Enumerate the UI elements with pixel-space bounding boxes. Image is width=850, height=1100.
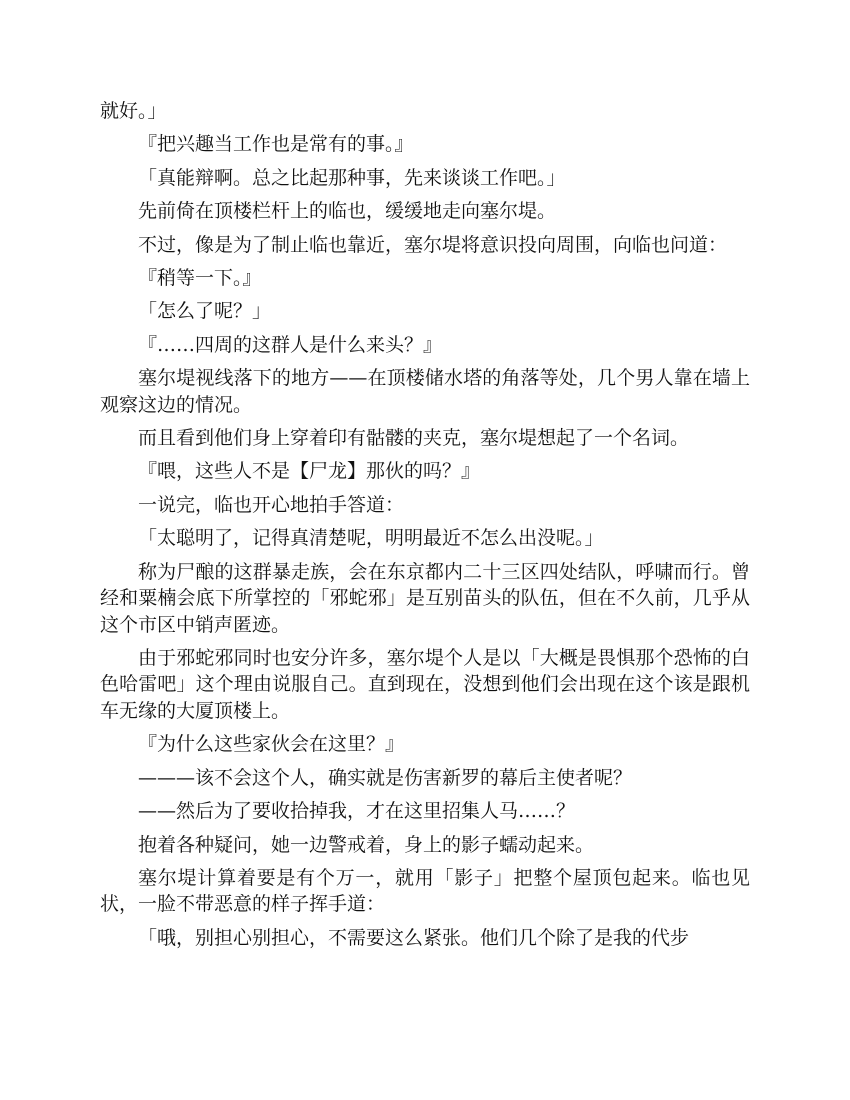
paragraph-6: 『稍等一下。』 bbox=[138, 266, 262, 289]
paragraph-12: 一说完，临也开心地拍手答道： bbox=[138, 493, 405, 516]
paragraph-8: 『……四周的这群人是什么来头？』 bbox=[138, 333, 443, 356]
paragraph-17: ———该不会这个人，确实就是伤害新罗的幕后主使者呢？ bbox=[138, 766, 633, 789]
paragraph-20: 塞尔堤计算着要是有个万一，就用「影子」把整个屋顶包起来。临也见状，一脸不带恶意的样子挥手道： bbox=[100, 866, 750, 916]
paragraph-10: 而且看到他们身上穿着印有骷髅的夹克，塞尔堤想起了一个名词。 bbox=[138, 427, 690, 450]
paragraph-14: 称为尸酿的这群暴走族，会在东京都内二十三区四处结队，呼啸而行。曾经和粟楠会底下所掌控的「邪蛇邪」是互别苗头的队伍，但在不久前，几乎从这个市区中销声匿迹。 bbox=[100, 560, 750, 636]
paragraph-16: 『为什么这些家伙会在这里？』 bbox=[138, 733, 405, 756]
paragraph-15: 由于邪蛇邪同时也安分许多，塞尔堤个人是以「大概是畏惧那个恐怖的白色哈雷吧」这个理由说服自己。直到现在，没想到他们会出现在这个该是跟机车无缘的大厦顶楼上。 bbox=[100, 646, 750, 722]
paragraph-18: ——然后为了要收拾掉我，才在这里招集人马……？ bbox=[138, 800, 576, 823]
document-page bbox=[100, 98, 750, 958]
paragraph-11: 『喂，这些人不是【尸龙】那伙的吗？』 bbox=[138, 460, 481, 483]
paragraph-5: 不过，像是为了制止临也靠近，塞尔堤将意识投向周围，向临也问道： bbox=[138, 233, 728, 256]
paragraph-4: 先前倚在顶楼栏杆上的临也，缓缓地走向塞尔堤。 bbox=[138, 200, 557, 223]
paragraph-19: 抱着各种疑问，她一边警戒着，身上的影子蠕动起来。 bbox=[138, 833, 595, 856]
paragraph-21: 「哦，别担心别担心，不需要这么紧张。他们几个除了是我的代步 bbox=[138, 926, 690, 949]
paragraph-7: 「怎么了呢？」 bbox=[138, 300, 272, 323]
paragraph-1: 就好。」 bbox=[100, 100, 167, 122]
paragraph-2: 『把兴趣当工作也是常有的事。』 bbox=[138, 133, 414, 156]
paragraph-13: 「太聪明了，记得真清楚呢，明明最近不怎么出没呢。」 bbox=[138, 527, 604, 550]
paragraph-9: 塞尔堤视线落下的地方——在顶楼储水塔的角落等处，几个男人靠在墙上观察这边的情况。 bbox=[100, 367, 750, 416]
paragraph-3: 「真能辩啊。总之比起那种事，先来谈谈工作吧。」 bbox=[138, 166, 566, 189]
